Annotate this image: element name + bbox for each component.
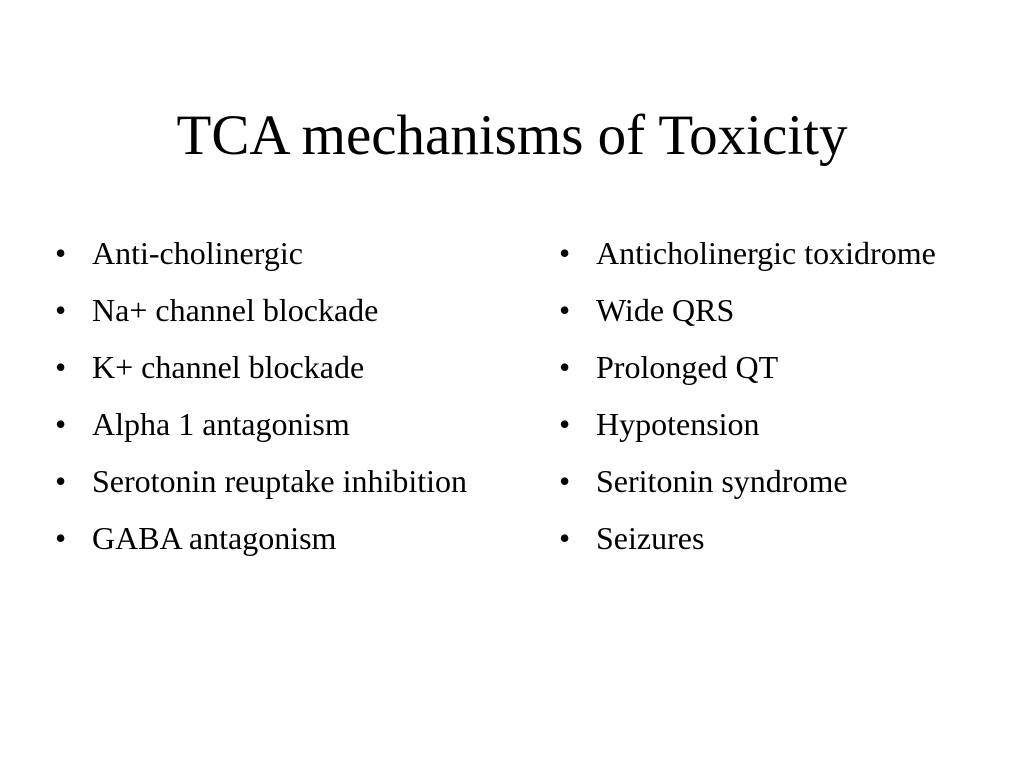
list-item <box>55 402 495 447</box>
list-item <box>559 402 979 447</box>
list-item <box>55 231 495 276</box>
bullet-icon: • <box>559 520 571 556</box>
list-item-text: Anticholinergic toxidrome <box>596 235 936 271</box>
list-item-text: Hypotension <box>596 406 760 442</box>
list-item-text: Prolonged QT <box>596 349 779 385</box>
list-item-text: K+ channel blockade <box>92 349 365 385</box>
list-item-text: Serotonin reuptake inhibition <box>92 463 468 499</box>
list-item-text: GABA antagonism <box>92 520 337 556</box>
bullet-icon: • <box>559 349 571 385</box>
list-item-text: Wide QRS <box>596 292 735 328</box>
bullet-icon: • <box>559 406 571 442</box>
list-item <box>55 345 495 390</box>
bullet-icon: • <box>55 349 67 385</box>
list-item <box>55 459 495 504</box>
bullet-icon: • <box>559 292 571 328</box>
list-item <box>559 288 979 333</box>
effects-list <box>559 231 979 573</box>
mechanisms-list <box>55 231 495 573</box>
list-item <box>55 288 495 333</box>
slide-title: TCA mechanisms of Toxicity <box>176 104 848 167</box>
bullet-icon: • <box>55 520 67 556</box>
bullet-icon: • <box>55 406 67 442</box>
bullet-icon: • <box>559 235 571 271</box>
list-item <box>559 231 979 276</box>
list-item-text: Anti-cholinergic <box>92 235 303 271</box>
bullet-icon: • <box>55 292 67 328</box>
list-item <box>559 345 979 390</box>
list-item <box>559 516 979 561</box>
list-item-text: Seizures <box>596 520 705 556</box>
bullet-icon: • <box>55 463 67 499</box>
list-item <box>559 459 979 504</box>
list-item-text: Alpha 1 antagonism <box>92 406 350 442</box>
list-item <box>55 516 495 561</box>
bullet-icon: • <box>55 235 67 271</box>
list-item-text: Na+ channel blockade <box>92 292 379 328</box>
list-item-text: Seritonin syndrome <box>596 463 848 499</box>
bullet-icon: • <box>559 463 571 499</box>
